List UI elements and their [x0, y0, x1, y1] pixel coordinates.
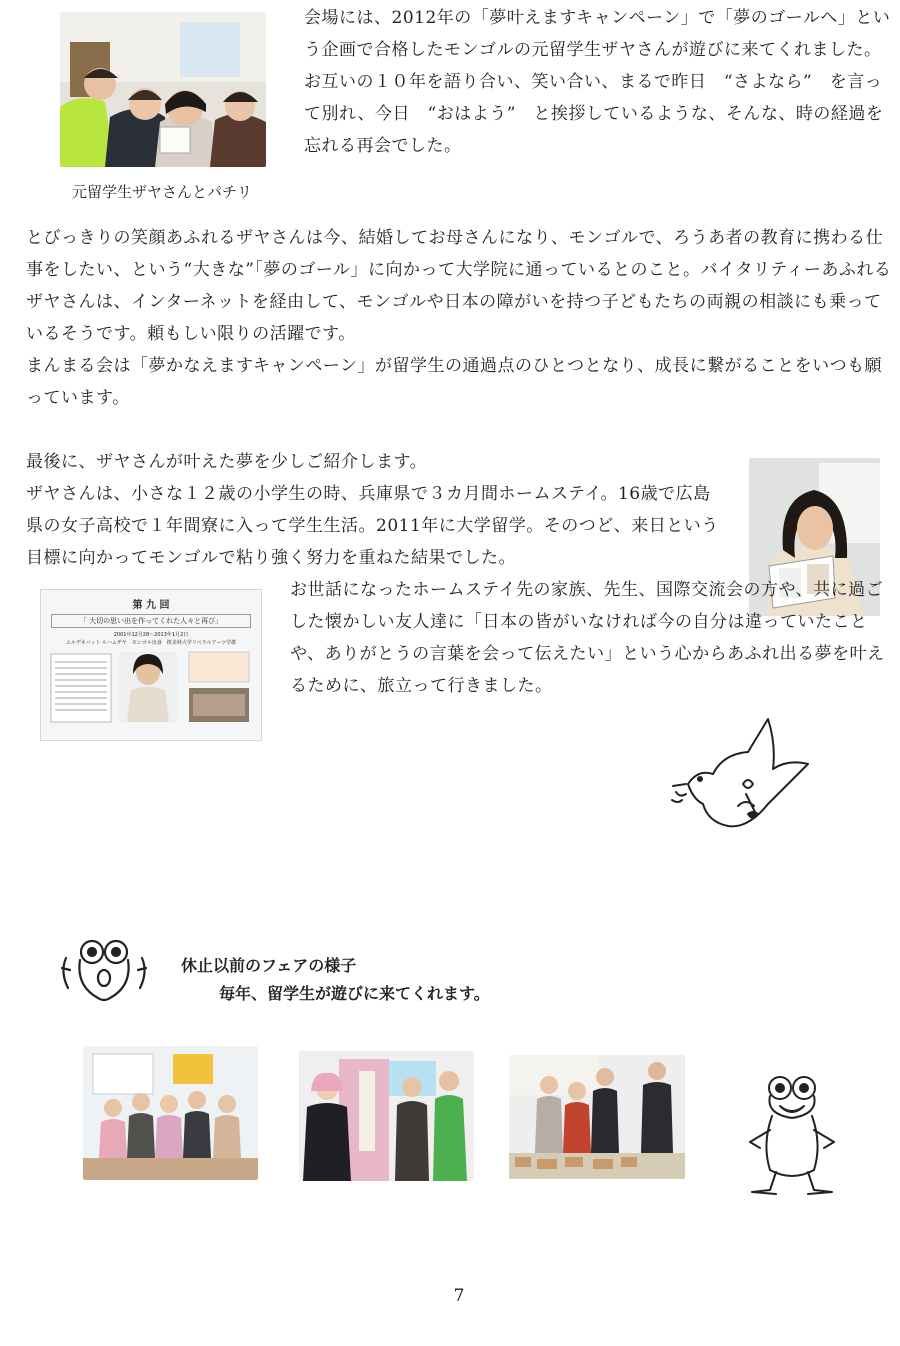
poster-dates: 2001年12月28～2013年1月2日	[113, 632, 189, 638]
fair-photo-3	[509, 1055, 685, 1179]
body-paragraph-1	[26, 222, 894, 414]
fair-line-2: 毎年、留学生が遊びに来てくれます。	[219, 984, 490, 1003]
body2-text1: 最後に、ザヤさんが叶えた夢を少しご紹介します。	[26, 452, 428, 472]
photo-zaya-group	[60, 12, 266, 167]
frog-standing-illustration	[746, 1074, 838, 1198]
fair-line-1: 休止以前のフェアの様子	[181, 956, 357, 975]
fair-heading	[181, 952, 681, 1008]
poster-subtitle: 「 大切の思い出を作ってくれた人々と再び」	[51, 614, 251, 628]
body-paragraph-2-intro	[26, 446, 726, 478]
body2-text2: ザヤさんは、小さな１２歳の小学生の時、兵庫県で３カ月間ホームステイ。16歳で広島県の女子高校で１年間寮に入って学生生活。2011年に大学留学。そのつど、来日という目標に向かってモンゴルで粘り強く努力を重ねた結果でした。	[26, 484, 719, 568]
dove-illustration	[668, 714, 818, 839]
poster-image	[40, 589, 262, 741]
poster-title: 第 九 回	[132, 600, 170, 611]
frog-face-icon	[58, 936, 150, 1006]
body2-text3: お世話になったホームステイ先の家族、先生、国際交流会の方や、共に過ごした懐かしい友人達に「日本の皆がいなければ今の自分は違っていたことや、ありがとうの言葉を会って伝えたい」という心からあふれ出る夢を叶えるために、旅立って行きました。	[290, 580, 885, 696]
intro-text: 会場には、2012年の「夢叶えますキャンペーン」で「夢のゴールへ」という企画で合格したモンゴルの元留学生ザヤさんが遊びに来てくれました。お互いの１０年を語り合い、笑い合い、まるで昨日 “さよなら” を言って別れ、今日 “おはよう” と挨拶しているような、そんな、時の経過を忘れる再会でした。	[304, 8, 891, 156]
fair-photo-2	[299, 1051, 474, 1181]
body1-text: とびっきりの笑顔あふれるザヤさんは今、結婚してお母さんになり、モンゴルで、ろうあ者の教育に携わる仕事をしたい、という“大きな”「夢のゴール」に向かって大学院に通っているとのこと。バイタリティーあふれるザヤさんは、インターネットを経由して、モンゴルや日本の障がいを持つ子どもたちの両親の相談にも乗っているそうです。頼もしい限りの活躍です。	[26, 228, 892, 344]
body-paragraph-3	[290, 574, 894, 702]
photo-caption: 元留学生ザヤさんとパチリ	[72, 183, 253, 201]
body1-text2: まんまる会は「夢かなえますキャンペーン」が留学生の通過点のひとつとなり、成長に繋がることをいつも願っています。	[26, 356, 883, 408]
fair-photo-1	[83, 1046, 258, 1180]
poster-author: エルデネバット ルハムザヤ モンゴル出身 桜美林大学リベラルアーツ学群	[65, 640, 237, 646]
page-number: 7	[453, 1286, 465, 1306]
intro-paragraph	[304, 2, 894, 162]
body-paragraph-2	[26, 478, 726, 574]
